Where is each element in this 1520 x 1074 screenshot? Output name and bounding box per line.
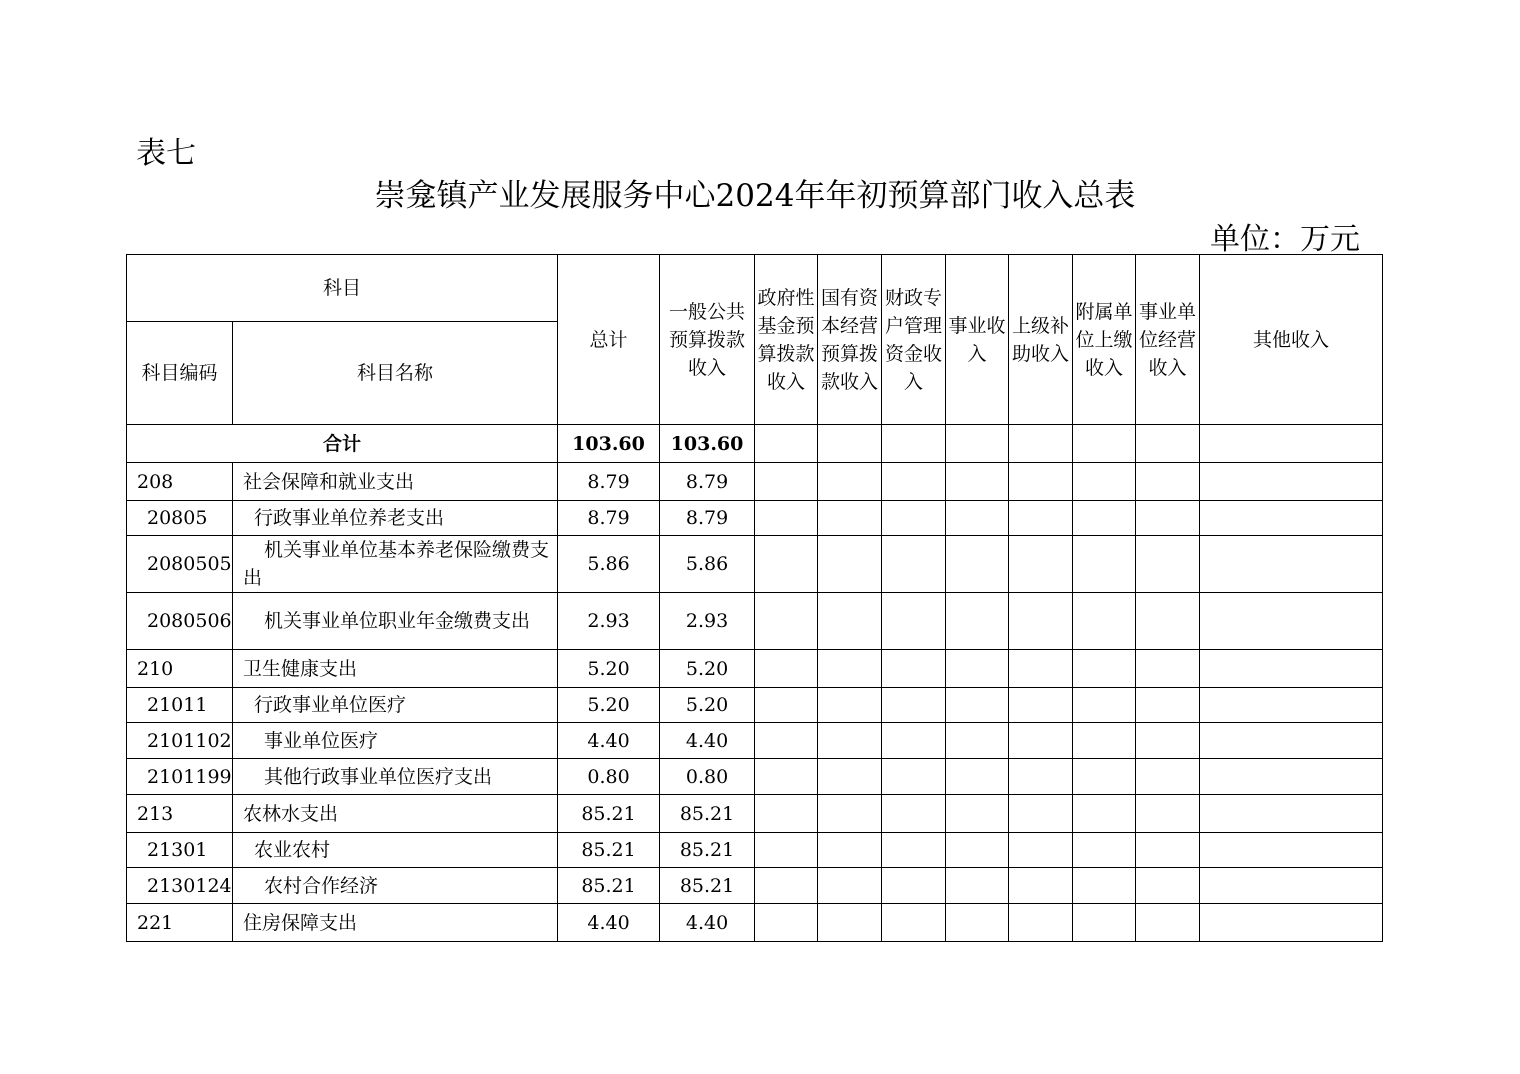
empty-cell: [946, 904, 1009, 942]
empty-cell: [1009, 650, 1073, 688]
row-total: 5.20: [558, 688, 660, 723]
row-total: 8.79: [558, 463, 660, 501]
empty-cell: [1200, 795, 1383, 833]
table-row: [127, 904, 1383, 942]
empty-cell: [755, 688, 818, 723]
table-row: [127, 593, 1383, 650]
empty-cell: [1009, 463, 1073, 501]
subject-name: 行政事业单位医疗: [233, 688, 558, 723]
empty-cell: [755, 759, 818, 795]
empty-cell: [946, 425, 1009, 463]
empty-cell: [818, 536, 882, 593]
subject-code: 221: [127, 904, 233, 942]
empty-cell: [882, 593, 946, 650]
table-row: [127, 795, 1383, 833]
row-total: 4.40: [558, 904, 660, 942]
subject-name: 机关事业单位职业年金缴费支出: [233, 593, 558, 650]
empty-cell: [755, 833, 818, 868]
subject-name: 卫生健康支出: [233, 650, 558, 688]
header-upper-subsidy: 上级补助收入: [1009, 255, 1073, 425]
budget-table: [126, 254, 1383, 942]
empty-cell: [755, 795, 818, 833]
empty-cell: [818, 688, 882, 723]
empty-cell: [1200, 833, 1383, 868]
empty-cell: [1009, 833, 1073, 868]
row-total: 8.79: [558, 501, 660, 536]
empty-cell: [1009, 536, 1073, 593]
empty-cell: [946, 868, 1009, 904]
total-general: 103.60: [660, 425, 755, 463]
empty-cell: [755, 904, 818, 942]
empty-cell: [1009, 868, 1073, 904]
empty-cell: [1200, 723, 1383, 759]
empty-cell: [946, 833, 1009, 868]
empty-cell: [882, 904, 946, 942]
table-row: [127, 536, 1383, 593]
subject-code: 2130124: [127, 868, 233, 904]
header-affiliate-payment: 附属单位上缴收入: [1073, 255, 1136, 425]
empty-cell: [818, 759, 882, 795]
header-other-income: 其他收入: [1200, 255, 1383, 425]
empty-cell: [1009, 795, 1073, 833]
empty-cell: [1009, 759, 1073, 795]
empty-cell: [755, 650, 818, 688]
subject-code: 2080506: [127, 593, 233, 650]
row-total: 2.93: [558, 593, 660, 650]
subject-name: 农村合作经济: [233, 868, 558, 904]
subject-name: 农林水支出: [233, 795, 558, 833]
empty-cell: [946, 536, 1009, 593]
empty-cell: [818, 868, 882, 904]
empty-cell: [755, 463, 818, 501]
empty-cell: [1200, 593, 1383, 650]
total-label: 合计: [127, 425, 558, 463]
empty-cell: [818, 795, 882, 833]
subject-code: 2101102: [127, 723, 233, 759]
empty-cell: [1136, 868, 1200, 904]
empty-cell: [1073, 688, 1136, 723]
row-general: 8.79: [660, 501, 755, 536]
empty-cell: [818, 833, 882, 868]
empty-cell: [1073, 501, 1136, 536]
empty-cell: [1136, 593, 1200, 650]
subject-name: 农业农村: [233, 833, 558, 868]
row-general: 8.79: [660, 463, 755, 501]
empty-cell: [882, 463, 946, 501]
header-business-income: 事业收入: [946, 255, 1009, 425]
empty-cell: [882, 536, 946, 593]
empty-cell: [1073, 904, 1136, 942]
row-total: 5.86: [558, 536, 660, 593]
empty-cell: [1136, 425, 1200, 463]
empty-cell: [755, 536, 818, 593]
subject-code: 2080505: [127, 536, 233, 593]
subject-name: 行政事业单位养老支出: [233, 501, 558, 536]
subject-name: 其他行政事业单位医疗支出: [233, 759, 558, 795]
header-total: 总计: [558, 255, 660, 425]
empty-cell: [1073, 868, 1136, 904]
total-total: 103.60: [558, 425, 660, 463]
empty-cell: [882, 688, 946, 723]
empty-cell: [1200, 904, 1383, 942]
empty-cell: [1009, 501, 1073, 536]
empty-cell: [882, 833, 946, 868]
empty-cell: [818, 904, 882, 942]
empty-cell: [1073, 759, 1136, 795]
empty-cell: [755, 501, 818, 536]
empty-cell: [882, 795, 946, 833]
empty-cell: [818, 463, 882, 501]
table-row: [127, 723, 1383, 759]
subject-code: 20805: [127, 501, 233, 536]
empty-cell: [1200, 688, 1383, 723]
empty-cell: [1136, 759, 1200, 795]
empty-cell: [1136, 536, 1200, 593]
header-subject-code: 科目编码: [127, 322, 233, 425]
empty-cell: [818, 723, 882, 759]
subject-code: 213: [127, 795, 233, 833]
empty-cell: [755, 425, 818, 463]
table-label: 表七: [136, 136, 196, 171]
header-state-capital: 国有资本经营预算拨款收入: [818, 255, 882, 425]
empty-cell: [1136, 501, 1200, 536]
header-general-public: 一般公共预算拨款收入: [660, 255, 755, 425]
header-business-operation: 事业单位经营收入: [1136, 255, 1200, 425]
empty-cell: [882, 759, 946, 795]
row-general: 85.21: [660, 868, 755, 904]
empty-cell: [1009, 723, 1073, 759]
empty-cell: [1009, 904, 1073, 942]
page-title: 崇龛镇产业发展服务中心2024年年初预算部门收入总表: [374, 178, 1136, 214]
empty-cell: [882, 723, 946, 759]
row-total: 0.80: [558, 759, 660, 795]
total-row: [127, 425, 1383, 463]
empty-cell: [1073, 593, 1136, 650]
row-total: 85.21: [558, 795, 660, 833]
row-general: 5.20: [660, 650, 755, 688]
subject-name: 社会保障和就业支出: [233, 463, 558, 501]
subject-code: 21011: [127, 688, 233, 723]
row-general: 85.21: [660, 833, 755, 868]
row-general: 4.40: [660, 723, 755, 759]
empty-cell: [946, 463, 1009, 501]
subject-name: 住房保障支出: [233, 904, 558, 942]
subject-name: 事业单位医疗: [233, 723, 558, 759]
empty-cell: [1073, 425, 1136, 463]
empty-cell: [818, 650, 882, 688]
row-total: 4.40: [558, 723, 660, 759]
empty-cell: [755, 593, 818, 650]
empty-cell: [1073, 536, 1136, 593]
empty-cell: [1136, 833, 1200, 868]
table-row: [127, 650, 1383, 688]
empty-cell: [946, 723, 1009, 759]
unit-label: 单位：万元: [1210, 222, 1360, 257]
table-row: [127, 759, 1383, 795]
row-general: 5.86: [660, 536, 755, 593]
row-general: 5.20: [660, 688, 755, 723]
empty-cell: [1009, 593, 1073, 650]
header-subject-name: 科目名称: [233, 322, 558, 425]
empty-cell: [755, 723, 818, 759]
empty-cell: [1200, 425, 1383, 463]
empty-cell: [946, 501, 1009, 536]
empty-cell: [818, 593, 882, 650]
empty-cell: [946, 759, 1009, 795]
empty-cell: [1073, 723, 1136, 759]
empty-cell: [882, 868, 946, 904]
row-total: 5.20: [558, 650, 660, 688]
empty-cell: [1136, 688, 1200, 723]
empty-cell: [946, 650, 1009, 688]
table-row: [127, 833, 1383, 868]
header-gov-fund: 政府性基金预算拨款收入: [755, 255, 818, 425]
empty-cell: [818, 425, 882, 463]
table-row: [127, 463, 1383, 501]
empty-cell: [1136, 463, 1200, 501]
empty-cell: [1073, 833, 1136, 868]
empty-cell: [1136, 795, 1200, 833]
table-row: [127, 688, 1383, 723]
empty-cell: [1009, 425, 1073, 463]
row-general: 0.80: [660, 759, 755, 795]
empty-cell: [1073, 650, 1136, 688]
table-body: [127, 463, 1383, 942]
empty-cell: [1073, 463, 1136, 501]
empty-cell: [1200, 650, 1383, 688]
empty-cell: [1200, 463, 1383, 501]
row-total: 85.21: [558, 868, 660, 904]
empty-cell: [946, 688, 1009, 723]
subject-code: 2101199: [127, 759, 233, 795]
empty-cell: [1200, 759, 1383, 795]
subject-code: 210: [127, 650, 233, 688]
table-row: [127, 868, 1383, 904]
header-fiscal-special: 财政专户管理资金收入: [882, 255, 946, 425]
subject-code: 208: [127, 463, 233, 501]
row-general: 4.40: [660, 904, 755, 942]
empty-cell: [1200, 536, 1383, 593]
row-general: 2.93: [660, 593, 755, 650]
header-subject: 科目: [127, 255, 558, 322]
row-total: 85.21: [558, 833, 660, 868]
empty-cell: [946, 795, 1009, 833]
row-general: 85.21: [660, 795, 755, 833]
table-row: [127, 501, 1383, 536]
empty-cell: [1009, 688, 1073, 723]
empty-cell: [882, 650, 946, 688]
empty-cell: [1136, 650, 1200, 688]
empty-cell: [1073, 795, 1136, 833]
empty-cell: [882, 425, 946, 463]
empty-cell: [1200, 868, 1383, 904]
empty-cell: [1136, 904, 1200, 942]
empty-cell: [946, 593, 1009, 650]
subject-name: 机关事业单位基本养老保险缴费支出: [233, 536, 558, 593]
empty-cell: [1136, 723, 1200, 759]
empty-cell: [818, 501, 882, 536]
empty-cell: [1200, 501, 1383, 536]
subject-code: 21301: [127, 833, 233, 868]
empty-cell: [882, 501, 946, 536]
empty-cell: [755, 868, 818, 904]
